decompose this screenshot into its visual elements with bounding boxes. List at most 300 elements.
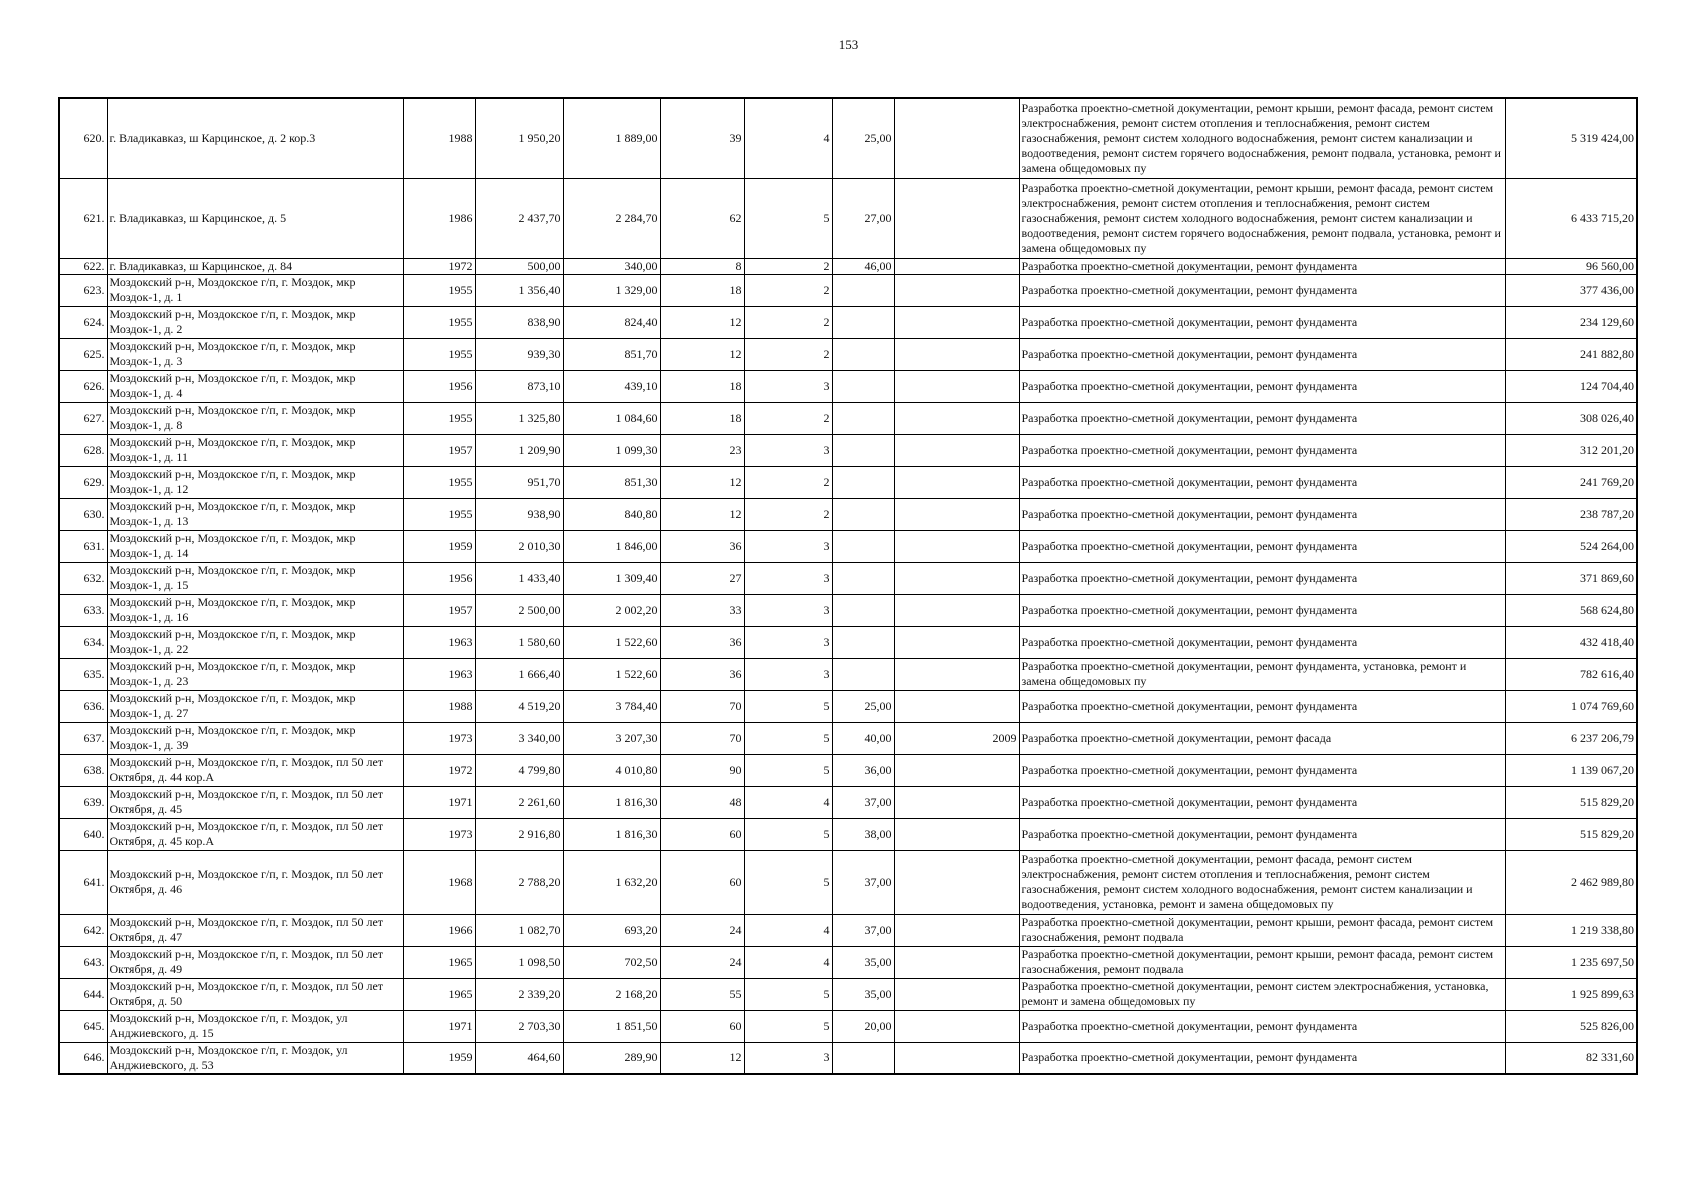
floors-cell: 5	[744, 690, 832, 722]
wear-cell	[832, 530, 894, 562]
cost-cell: 96 560,00	[1505, 258, 1637, 274]
last-repair-cell	[894, 370, 1019, 402]
year-cell: 1973	[403, 818, 475, 850]
address-cell: Моздокский р-н, Моздокское г/п, г. Моздок, пл 50 лет Октября, д. 46	[107, 850, 403, 914]
residents-cell: 12	[660, 1042, 744, 1074]
year-cell: 1956	[403, 370, 475, 402]
address-cell: Моздокский р-н, Моздокское г/п, г. Моздок, мкр Моздок-1, д. 23	[107, 658, 403, 690]
cost-cell: 1 139 067,20	[1505, 754, 1637, 786]
year-cell: 1971	[403, 786, 475, 818]
row-number: 640.	[59, 818, 107, 850]
living-area-cell: 3 784,40	[563, 690, 660, 722]
works-cell: Разработка проектно-сметной документации, ремонт фундамента	[1019, 818, 1505, 850]
address-cell: Моздокский р-н, Моздокское г/п, г. Моздок, мкр Моздок-1, д. 22	[107, 626, 403, 658]
last-repair-cell	[894, 818, 1019, 850]
floors-cell: 2	[744, 338, 832, 370]
last-repair-cell	[894, 562, 1019, 594]
last-repair-cell	[894, 978, 1019, 1010]
living-area-cell: 824,40	[563, 306, 660, 338]
total-area-cell: 4 519,20	[475, 690, 563, 722]
living-area-cell: 693,20	[563, 914, 660, 946]
cost-cell: 5 319 424,00	[1505, 98, 1637, 178]
works-cell: Разработка проектно-сметной документации, ремонт фундамента, установка, ремонт и замена общедомовых пу	[1019, 658, 1505, 690]
last-repair-cell	[894, 402, 1019, 434]
table-row	[59, 818, 1637, 850]
floors-cell: 3	[744, 1042, 832, 1074]
residents-cell: 36	[660, 658, 744, 690]
wear-cell: 37,00	[832, 786, 894, 818]
address-cell: Моздокский р-н, Моздокское г/п, г. Моздок, мкр Моздок-1, д. 27	[107, 690, 403, 722]
total-area-cell: 939,30	[475, 338, 563, 370]
cost-cell: 241 769,20	[1505, 466, 1637, 498]
floors-cell: 4	[744, 786, 832, 818]
row-number: 635.	[59, 658, 107, 690]
table-row	[59, 274, 1637, 306]
wear-cell	[832, 370, 894, 402]
works-cell: Разработка проектно-сметной документации, ремонт фундамента	[1019, 258, 1505, 274]
cost-cell: 515 829,20	[1505, 786, 1637, 818]
cost-cell: 371 869,60	[1505, 562, 1637, 594]
living-area-cell: 1 084,60	[563, 402, 660, 434]
row-number: 628.	[59, 434, 107, 466]
residents-cell: 24	[660, 946, 744, 978]
works-cell: Разработка проектно-сметной документации, ремонт фундамента	[1019, 466, 1505, 498]
last-repair-cell	[894, 594, 1019, 626]
address-cell: Моздокский р-н, Моздокское г/п, г. Моздок, пл 50 лет Октября, д. 44 кор.А	[107, 754, 403, 786]
living-area-cell: 1 632,20	[563, 850, 660, 914]
works-cell: Разработка проектно-сметной документации, ремонт фундамента	[1019, 530, 1505, 562]
table-row	[59, 690, 1637, 722]
residents-cell: 12	[660, 466, 744, 498]
residents-cell: 70	[660, 690, 744, 722]
table-row	[59, 466, 1637, 498]
living-area-cell: 340,00	[563, 258, 660, 274]
year-cell: 1959	[403, 530, 475, 562]
address-cell: Моздокский р-н, Моздокское г/п, г. Моздок, мкр Моздок-1, д. 3	[107, 338, 403, 370]
wear-cell: 46,00	[832, 258, 894, 274]
floors-cell: 4	[744, 914, 832, 946]
cost-cell: 82 331,60	[1505, 1042, 1637, 1074]
living-area-cell: 1 329,00	[563, 274, 660, 306]
year-cell: 1955	[403, 402, 475, 434]
address-cell: Моздокский р-н, Моздокское г/п, г. Моздок, мкр Моздок-1, д. 16	[107, 594, 403, 626]
works-cell: Разработка проектно-сметной документации, ремонт крыши, ремонт фасада, ремонт систем газоснабжения, ремонт подвала	[1019, 946, 1505, 978]
wear-cell	[832, 306, 894, 338]
floors-cell: 3	[744, 658, 832, 690]
wear-cell: 25,00	[832, 98, 894, 178]
address-cell: Моздокский р-н, Моздокское г/п, г. Моздок, ул Анджиевского, д. 53	[107, 1042, 403, 1074]
table-row	[59, 626, 1637, 658]
row-number: 626.	[59, 370, 107, 402]
wear-cell	[832, 466, 894, 498]
year-cell: 1988	[403, 690, 475, 722]
living-area-cell: 2 002,20	[563, 594, 660, 626]
table-row	[59, 338, 1637, 370]
table-row	[59, 658, 1637, 690]
residents-cell: 18	[660, 402, 744, 434]
row-number: 646.	[59, 1042, 107, 1074]
floors-cell: 2	[744, 274, 832, 306]
total-area-cell: 2 339,20	[475, 978, 563, 1010]
address-cell: г. Владикавказ, ш Карцинское, д. 5	[107, 178, 403, 258]
cost-cell: 1 925 899,63	[1505, 978, 1637, 1010]
last-repair-cell	[894, 1010, 1019, 1042]
total-area-cell: 2 500,00	[475, 594, 563, 626]
row-number: 630.	[59, 498, 107, 530]
last-repair-cell	[894, 754, 1019, 786]
year-cell: 1971	[403, 1010, 475, 1042]
year-cell: 1963	[403, 626, 475, 658]
total-area-cell: 951,70	[475, 466, 563, 498]
address-cell: Моздокский р-н, Моздокское г/п, г. Моздок, мкр Моздок-1, д. 11	[107, 434, 403, 466]
wear-cell	[832, 626, 894, 658]
living-area-cell: 1 846,00	[563, 530, 660, 562]
address-cell: Моздокский р-н, Моздокское г/п, г. Моздок, пл 50 лет Октября, д. 50	[107, 978, 403, 1010]
living-area-cell: 851,70	[563, 338, 660, 370]
row-number: 620.	[59, 98, 107, 178]
works-cell: Разработка проектно-сметной документации, ремонт крыши, ремонт фасада, ремонт систем электроснабжения, ремонт систем отопления и теплоснабжения, ремонт систем газоснабжения, ремонт систем холодного водоснабжения, ремонт систем канализации и водоотведения, ремонт систем горячего водоснабжения, ремонт подвала, установка, ремонт и замена общедомовых пу	[1019, 178, 1505, 258]
row-number: 621.	[59, 178, 107, 258]
wear-cell	[832, 562, 894, 594]
living-area-cell: 3 207,30	[563, 722, 660, 754]
last-repair-cell	[894, 434, 1019, 466]
residents-cell: 36	[660, 626, 744, 658]
table-row	[59, 498, 1637, 530]
cost-cell: 124 704,40	[1505, 370, 1637, 402]
table-row	[59, 850, 1637, 914]
year-cell: 1972	[403, 258, 475, 274]
living-area-cell: 702,50	[563, 946, 660, 978]
last-repair-cell	[894, 274, 1019, 306]
works-cell: Разработка проектно-сметной документации, ремонт фундамента	[1019, 562, 1505, 594]
table-row	[59, 178, 1637, 258]
table-row	[59, 1042, 1637, 1074]
wear-cell: 35,00	[832, 978, 894, 1010]
residents-cell: 8	[660, 258, 744, 274]
total-area-cell: 1 433,40	[475, 562, 563, 594]
year-cell: 1973	[403, 722, 475, 754]
floors-cell: 5	[744, 1010, 832, 1042]
last-repair-cell	[894, 498, 1019, 530]
works-cell: Разработка проектно-сметной документации, ремонт фундамента	[1019, 498, 1505, 530]
total-area-cell: 1 950,20	[475, 98, 563, 178]
last-repair-cell	[894, 946, 1019, 978]
year-cell: 1957	[403, 594, 475, 626]
residents-cell: 12	[660, 338, 744, 370]
address-cell: Моздокский р-н, Моздокское г/п, г. Моздок, пл 50 лет Октября, д. 45 кор.А	[107, 818, 403, 850]
residents-cell: 23	[660, 434, 744, 466]
last-repair-cell	[894, 690, 1019, 722]
cost-cell: 308 026,40	[1505, 402, 1637, 434]
wear-cell: 38,00	[832, 818, 894, 850]
living-area-cell: 851,30	[563, 466, 660, 498]
row-number: 644.	[59, 978, 107, 1010]
works-cell: Разработка проектно-сметной документации, ремонт фундамента	[1019, 306, 1505, 338]
address-cell: Моздокский р-н, Моздокское г/п, г. Моздок, ул Анджиевского, д. 15	[107, 1010, 403, 1042]
works-cell: Разработка проектно-сметной документации, ремонт фундамента	[1019, 1010, 1505, 1042]
wear-cell	[832, 434, 894, 466]
wear-cell: 40,00	[832, 722, 894, 754]
residents-cell: 55	[660, 978, 744, 1010]
works-cell: Разработка проектно-сметной документации, ремонт фасада, ремонт систем электроснабжения, ремонт систем отопления и теплоснабжения, ремонт систем газоснабжения, ремонт систем холодного водоснабжения, ремонт систем канализации и водоотведения, установка, ремонт и замена общедомовых пу	[1019, 850, 1505, 914]
table-row	[59, 594, 1637, 626]
address-cell: Моздокский р-н, Моздокское г/п, г. Моздок, пл 50 лет Октября, д. 49	[107, 946, 403, 978]
table-row	[59, 306, 1637, 338]
floors-cell: 4	[744, 946, 832, 978]
last-repair-cell	[894, 626, 1019, 658]
cost-cell: 782 616,40	[1505, 658, 1637, 690]
living-area-cell: 2 284,70	[563, 178, 660, 258]
row-number: 638.	[59, 754, 107, 786]
address-cell: Моздокский р-н, Моздокское г/п, г. Моздок, мкр Моздок-1, д. 15	[107, 562, 403, 594]
total-area-cell: 4 799,80	[475, 754, 563, 786]
row-number: 627.	[59, 402, 107, 434]
address-cell: Моздокский р-н, Моздокское г/п, г. Моздок, пл 50 лет Октября, д. 45	[107, 786, 403, 818]
row-number: 645.	[59, 1010, 107, 1042]
row-number: 637.	[59, 722, 107, 754]
works-cell: Разработка проектно-сметной документации, ремонт фундамента	[1019, 754, 1505, 786]
wear-cell: 27,00	[832, 178, 894, 258]
floors-cell: 2	[744, 402, 832, 434]
floors-cell: 3	[744, 530, 832, 562]
floors-cell: 2	[744, 466, 832, 498]
residents-cell: 27	[660, 562, 744, 594]
table-row	[59, 258, 1637, 274]
year-cell: 1955	[403, 466, 475, 498]
row-number: 634.	[59, 626, 107, 658]
floors-cell: 5	[744, 754, 832, 786]
last-repair-cell	[894, 178, 1019, 258]
total-area-cell: 2 916,80	[475, 818, 563, 850]
works-cell: Разработка проектно-сметной документации, ремонт фундамента	[1019, 274, 1505, 306]
residents-cell: 24	[660, 914, 744, 946]
total-area-cell: 2 788,20	[475, 850, 563, 914]
row-number: 632.	[59, 562, 107, 594]
cost-cell: 524 264,00	[1505, 530, 1637, 562]
residents-cell: 70	[660, 722, 744, 754]
residents-cell: 39	[660, 98, 744, 178]
works-cell: Разработка проектно-сметной документации, ремонт фундамента	[1019, 370, 1505, 402]
total-area-cell: 938,90	[475, 498, 563, 530]
works-cell: Разработка проектно-сметной документации, ремонт фундамента	[1019, 626, 1505, 658]
table-row	[59, 722, 1637, 754]
address-cell: Моздокский р-н, Моздокское г/п, г. Моздок, мкр Моздок-1, д. 2	[107, 306, 403, 338]
cost-cell: 1 219 338,80	[1505, 914, 1637, 946]
living-area-cell: 439,10	[563, 370, 660, 402]
works-cell: Разработка проектно-сметной документации, ремонт фундамента	[1019, 690, 1505, 722]
address-cell: Моздокский р-н, Моздокское г/п, г. Моздок, мкр Моздок-1, д. 14	[107, 530, 403, 562]
last-repair-cell	[894, 258, 1019, 274]
cost-cell: 1 235 697,50	[1505, 946, 1637, 978]
living-area-cell: 840,80	[563, 498, 660, 530]
total-area-cell: 464,60	[475, 1042, 563, 1074]
page-number: 153	[838, 37, 859, 52]
repair-register-table	[58, 97, 1638, 1075]
floors-cell: 3	[744, 370, 832, 402]
address-cell: Моздокский р-н, Моздокское г/п, г. Моздок, пл 50 лет Октября, д. 47	[107, 914, 403, 946]
cost-cell: 238 787,20	[1505, 498, 1637, 530]
cost-cell: 312 201,20	[1505, 434, 1637, 466]
last-repair-cell	[894, 786, 1019, 818]
year-cell: 1966	[403, 914, 475, 946]
last-repair-cell	[894, 98, 1019, 178]
works-cell: Разработка проектно-сметной документации, ремонт фасада	[1019, 722, 1505, 754]
year-cell: 1955	[403, 306, 475, 338]
address-cell: Моздокский р-н, Моздокское г/п, г. Моздок, мкр Моздок-1, д. 13	[107, 498, 403, 530]
table-row	[59, 978, 1637, 1010]
total-area-cell: 1 325,80	[475, 402, 563, 434]
year-cell: 1968	[403, 850, 475, 914]
address-cell: Моздокский р-н, Моздокское г/п, г. Моздок, мкр Моздок-1, д. 1	[107, 274, 403, 306]
year-cell: 1986	[403, 178, 475, 258]
total-area-cell: 3 340,00	[475, 722, 563, 754]
table-row	[59, 434, 1637, 466]
floors-cell: 5	[744, 818, 832, 850]
floors-cell: 5	[744, 850, 832, 914]
row-number: 629.	[59, 466, 107, 498]
total-area-cell: 1 098,50	[475, 946, 563, 978]
living-area-cell: 1 816,30	[563, 786, 660, 818]
year-cell: 1955	[403, 274, 475, 306]
year-cell: 1988	[403, 98, 475, 178]
floors-cell: 5	[744, 178, 832, 258]
residents-cell: 36	[660, 530, 744, 562]
wear-cell	[832, 274, 894, 306]
year-cell: 1963	[403, 658, 475, 690]
row-number: 636.	[59, 690, 107, 722]
living-area-cell: 1 309,40	[563, 562, 660, 594]
row-number: 641.	[59, 850, 107, 914]
works-cell: Разработка проектно-сметной документации, ремонт крыши, ремонт фасада, ремонт систем газоснабжения, ремонт подвала	[1019, 914, 1505, 946]
table-row	[59, 1010, 1637, 1042]
cost-cell: 515 829,20	[1505, 818, 1637, 850]
wear-cell: 36,00	[832, 754, 894, 786]
total-area-cell: 2 703,30	[475, 1010, 563, 1042]
cost-cell: 377 436,00	[1505, 274, 1637, 306]
year-cell: 1955	[403, 338, 475, 370]
works-cell: Разработка проектно-сметной документации, ремонт фундамента	[1019, 402, 1505, 434]
wear-cell: 35,00	[832, 946, 894, 978]
year-cell: 1959	[403, 1042, 475, 1074]
works-cell: Разработка проектно-сметной документации, ремонт крыши, ремонт фасада, ремонт систем электроснабжения, ремонт систем отопления и теплоснабжения, ремонт систем газоснабжения, ремонт систем холодного водоснабжения, ремонт систем канализации и водоотведения, ремонт систем горячего водоснабжения, ремонт подвала, установка, ремонт и замена общедомовых пу	[1019, 98, 1505, 178]
total-area-cell: 2 437,70	[475, 178, 563, 258]
living-area-cell: 2 168,20	[563, 978, 660, 1010]
residents-cell: 18	[660, 274, 744, 306]
year-cell: 1965	[403, 978, 475, 1010]
works-cell: Разработка проектно-сметной документации, ремонт фундамента	[1019, 434, 1505, 466]
address-cell: г. Владикавказ, ш Карцинское, д. 84	[107, 258, 403, 274]
table-row	[59, 402, 1637, 434]
address-cell: Моздокский р-н, Моздокское г/п, г. Моздок, мкр Моздок-1, д. 39	[107, 722, 403, 754]
total-area-cell: 838,90	[475, 306, 563, 338]
table-row	[59, 946, 1637, 978]
cost-cell: 241 882,80	[1505, 338, 1637, 370]
residents-cell: 48	[660, 786, 744, 818]
table-row	[59, 370, 1637, 402]
wear-cell	[832, 498, 894, 530]
year-cell: 1957	[403, 434, 475, 466]
wear-cell	[832, 402, 894, 434]
row-number: 622.	[59, 258, 107, 274]
floors-cell: 5	[744, 722, 832, 754]
year-cell: 1955	[403, 498, 475, 530]
row-number: 633.	[59, 594, 107, 626]
last-repair-cell	[894, 1042, 1019, 1074]
cost-cell: 1 074 769,60	[1505, 690, 1637, 722]
last-repair-cell	[894, 850, 1019, 914]
table-row	[59, 914, 1637, 946]
wear-cell: 37,00	[832, 850, 894, 914]
table-row	[59, 530, 1637, 562]
residents-cell: 12	[660, 498, 744, 530]
address-cell: г. Владикавказ, ш Карцинское, д. 2 кор.3	[107, 98, 403, 178]
residents-cell: 18	[660, 370, 744, 402]
residents-cell: 33	[660, 594, 744, 626]
row-number: 625.	[59, 338, 107, 370]
wear-cell	[832, 594, 894, 626]
total-area-cell: 2 010,30	[475, 530, 563, 562]
table-row	[59, 562, 1637, 594]
total-area-cell: 1 666,40	[475, 658, 563, 690]
residents-cell: 62	[660, 178, 744, 258]
row-number: 639.	[59, 786, 107, 818]
table-row	[59, 754, 1637, 786]
cost-cell: 6 237 206,79	[1505, 722, 1637, 754]
residents-cell: 12	[660, 306, 744, 338]
residents-cell: 90	[660, 754, 744, 786]
wear-cell: 20,00	[832, 1010, 894, 1042]
living-area-cell: 1 889,00	[563, 98, 660, 178]
year-cell: 1972	[403, 754, 475, 786]
table-body	[59, 98, 1637, 1074]
address-cell: Моздокский р-н, Моздокское г/п, г. Моздок, мкр Моздок-1, д. 4	[107, 370, 403, 402]
row-number: 631.	[59, 530, 107, 562]
last-repair-cell	[894, 338, 1019, 370]
cost-cell: 568 624,80	[1505, 594, 1637, 626]
table-row	[59, 786, 1637, 818]
last-repair-cell	[894, 914, 1019, 946]
total-area-cell: 500,00	[475, 258, 563, 274]
row-number: 623.	[59, 274, 107, 306]
cost-cell: 234 129,60	[1505, 306, 1637, 338]
row-number: 643.	[59, 946, 107, 978]
wear-cell: 25,00	[832, 690, 894, 722]
living-area-cell: 4 010,80	[563, 754, 660, 786]
residents-cell: 60	[660, 1010, 744, 1042]
wear-cell	[832, 338, 894, 370]
cost-cell: 525 826,00	[1505, 1010, 1637, 1042]
floors-cell: 4	[744, 98, 832, 178]
address-cell: Моздокский р-н, Моздокское г/п, г. Моздок, мкр Моздок-1, д. 8	[107, 402, 403, 434]
works-cell: Разработка проектно-сметной документации, ремонт фундамента	[1019, 594, 1505, 626]
wear-cell	[832, 1042, 894, 1074]
table-row	[59, 98, 1637, 178]
row-number: 642.	[59, 914, 107, 946]
living-area-cell: 1 522,60	[563, 658, 660, 690]
floors-cell: 3	[744, 594, 832, 626]
living-area-cell: 1 099,30	[563, 434, 660, 466]
last-repair-cell	[894, 530, 1019, 562]
works-cell: Разработка проектно-сметной документации, ремонт систем электроснабжения, установка, ремонт и замена общедомовых пу	[1019, 978, 1505, 1010]
total-area-cell: 1 356,40	[475, 274, 563, 306]
cost-cell: 2 462 989,80	[1505, 850, 1637, 914]
floors-cell: 2	[744, 306, 832, 338]
cost-cell: 6 433 715,20	[1505, 178, 1637, 258]
residents-cell: 60	[660, 818, 744, 850]
year-cell: 1956	[403, 562, 475, 594]
floors-cell: 3	[744, 626, 832, 658]
year-cell: 1965	[403, 946, 475, 978]
